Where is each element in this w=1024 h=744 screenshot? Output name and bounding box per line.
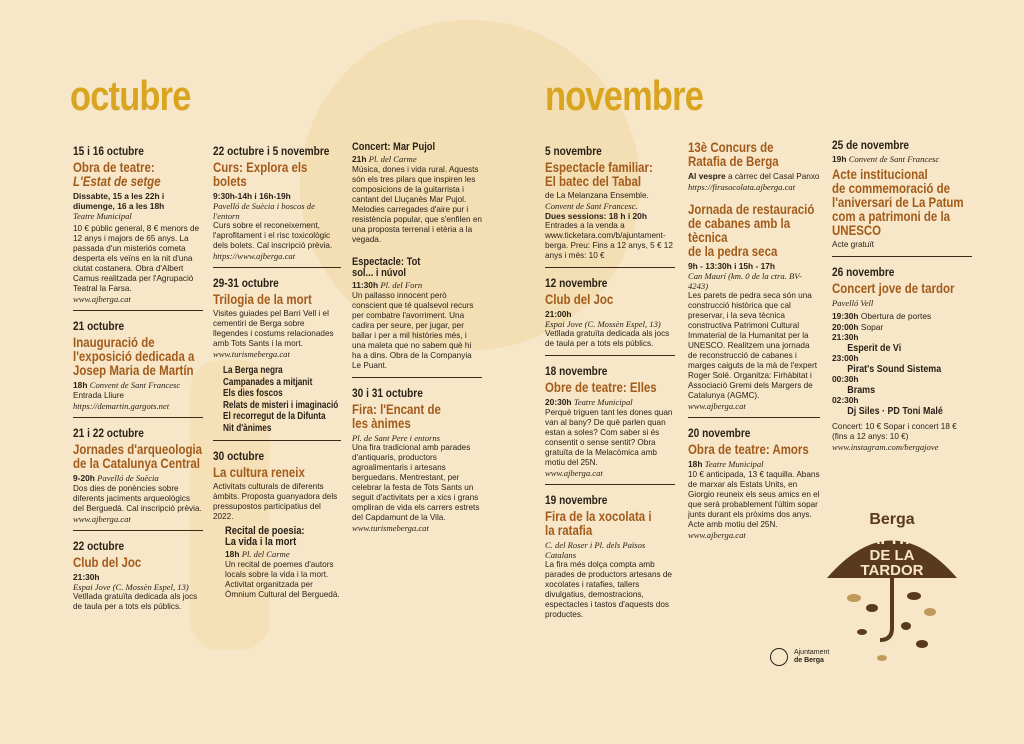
event-date: 21 i 22 octubre xyxy=(73,428,144,440)
event-place: Espai Jove (C. Mossèn Espel, 13) xyxy=(73,582,189,592)
event-description: Vetllada gratuïta dedicada als jocs de taula per a tots els públics. xyxy=(545,329,670,348)
event-time: 9h - 13:30h i 15h - 17h xyxy=(688,261,776,271)
event-cultura-reneix xyxy=(213,447,341,606)
programme-act: Brams xyxy=(847,383,876,396)
event-time: 18h xyxy=(688,459,703,469)
event-link[interactable]: https://demartin.gargots.net xyxy=(73,401,170,411)
event-place: Teatre Municipal xyxy=(73,211,132,221)
event-title: Obra de teatre: Amors xyxy=(688,441,809,457)
event-time: Al vespre xyxy=(688,171,726,181)
list-item: El recorregut de la Difunta xyxy=(223,411,326,422)
event-description: Una fira tradicional amb parades d'antiquaris, productors agroalimentaris i artesans berguedans. Mentrestant, per celebrar la festa de Tots Sants un seguit d'activitats per a xics i grans ompliran de vida els carrers estrets del Capdamunt de la Vila. xyxy=(352,443,480,522)
event-time: 11:30h xyxy=(352,280,379,290)
event-place: Pl. de Sant Pere i entorns xyxy=(352,433,440,443)
month-title-octubre: octubre xyxy=(70,72,191,119)
event-description: Activitats culturals de diferents àmbits. Proposta guanyadora dels pressupostos participatius del 2022. xyxy=(213,482,338,521)
event-encant-animes xyxy=(352,384,482,539)
event-place: Espai Jove (C. Mossèn Espel, 13) xyxy=(545,319,661,329)
event-description: Perquè triguen tant les dones quan van al bany? De què parlen quan estan a soles? Com saber si és consentit o sense sentit? Obra gratuïta de la Melacòmica amb motiu del 25N. xyxy=(545,408,673,467)
event-time: 20:30h xyxy=(545,397,572,407)
subevent-title: Recital de poesia: La vida i la mort xyxy=(225,525,305,548)
ajuntament-berga-logo xyxy=(770,648,829,666)
event-time: 9-20h xyxy=(73,473,95,483)
ajuntament-label: Ajuntament xyxy=(793,649,830,656)
programme-row: 21:30h xyxy=(832,332,859,342)
programme-act: Pirat's Sound Sistema xyxy=(847,362,942,375)
event-description: Un pallasso innocent però conscient que té qualsevol recurs per combatre l'avorriment. Una cadira per seure, per jugar, per ballar i per a mil històries més, i una maleta que no sabem què hi ha a dins. Obra de la Companyia Le Puant. xyxy=(352,291,474,370)
svg-text:DE LA: DE LA xyxy=(869,547,915,564)
column-3 xyxy=(352,136,482,545)
event-title: Inauguració de l'exposició dedicada a Josep Maria de Martín xyxy=(73,334,195,378)
event-place: Pl. del Forn xyxy=(380,280,423,290)
event-title: Obre de teatre: Elles xyxy=(545,379,657,395)
event-club-del-joc-nov xyxy=(545,274,675,356)
event-description: Música, dones i vida rural. Aquests són els tres pilars que inspiren les composicions de la guitarrista i cantant del Lluçanès Mar Pujol. Melodies carregades d'aire pur i resistència popular, que s'enfilen en una proposta terrenal i etèria a la vegada. xyxy=(352,165,482,244)
event-tot-sol-i-nuvol xyxy=(352,251,482,378)
town-label: de Berga xyxy=(793,657,824,664)
event-title: Club del Joc xyxy=(545,291,614,307)
event-description: de La Melanzana Ensemble. xyxy=(545,191,649,200)
event-description: a càrrec del Casal Panxo xyxy=(728,172,820,181)
event-date: 18 novembre xyxy=(545,366,608,378)
event-fira-xocolata xyxy=(545,491,675,626)
event-trilogia-mort xyxy=(213,274,341,441)
event-elles xyxy=(545,362,675,485)
programme-row: 19:30h Obertura de portes xyxy=(832,311,932,321)
event-date: 22 octubre xyxy=(73,541,125,553)
event-date: 30 i 31 octubre xyxy=(352,388,423,400)
event-link[interactable]: https://www.ajberga.cat xyxy=(213,251,296,261)
event-title: 13è Concurs de Ratafia de Berga xyxy=(688,139,779,169)
event-date: 15 i 16 octubre xyxy=(73,146,144,158)
concert-programme xyxy=(832,311,972,416)
event-time: Dissabte, 15 a les 22h i diumenge, 16 a les 18h xyxy=(73,191,165,211)
event-link[interactable]: www.instagram.com/bergajove xyxy=(832,442,939,452)
event-description: Entrada Lliure xyxy=(73,391,124,400)
event-concurs-ratafia xyxy=(688,136,820,198)
event-date: 20 novembre xyxy=(688,428,751,440)
column-1 xyxy=(73,142,203,624)
event-place: Pl. del Carme xyxy=(368,154,417,164)
programme-row: 00:30h xyxy=(832,374,859,384)
event-club-del-joc-oct xyxy=(73,537,203,618)
event-place: Convent de Sant Francesc. xyxy=(545,201,638,211)
event-description: Vetllada gratuïta dedicada als jocs de taula per a tots els públics. xyxy=(73,592,198,611)
event-time: Dues sessions: 18 h i 20h xyxy=(545,211,647,221)
event-date: 12 novembre xyxy=(545,278,608,290)
programme-row: 02:30h xyxy=(832,395,859,405)
event-link[interactable]: www.ajberga.cat xyxy=(73,514,131,524)
list-item: Relats de misteri i imaginació xyxy=(223,399,339,411)
svg-text:CAPITAL: CAPITAL xyxy=(855,529,929,548)
event-title: Concert jove de tardor xyxy=(832,280,955,296)
event-acte-patum xyxy=(832,136,972,257)
event-tickets: Entrades a la venda a www.ticketara.com/b/ajuntament-berga. Preu: Fins a 12 anys, 5 € 12 anys i més: 10 € xyxy=(545,221,673,260)
month-title-novembre: novembre xyxy=(545,72,704,119)
event-link[interactable]: www.turismeberga.cat xyxy=(352,523,429,533)
event-place: Pavelló Vell xyxy=(832,298,874,308)
event-description: Dos dies de ponències sobre diferents jaciments arqueològics del Berguedà. Cal inscripció prèvia. xyxy=(73,484,202,513)
event-date: 5 novembre xyxy=(545,146,602,158)
event-place: Pavelló de Suècia i boscos de l'entorn xyxy=(213,201,315,221)
event-date: 22 octubre i 5 novembre xyxy=(213,146,330,158)
event-date: 29-31 octubre xyxy=(213,278,279,290)
event-title: Fira: l'Encant de les ànimes xyxy=(352,401,441,431)
subevent-title: Concert: Mar Pujol xyxy=(352,141,436,153)
event-title: Jornada de restauració de cabanes amb la tècnica de la pedra seca xyxy=(688,201,815,259)
event-place: Can Maurí (km. 0 de la ctra. BV-4243) xyxy=(688,271,802,291)
berga-capital-tardor-logo xyxy=(822,508,962,668)
subevent-title: Espectacle: Tot sol... i núvol xyxy=(352,256,421,279)
column-5 xyxy=(688,136,820,552)
event-time: 18h xyxy=(225,549,240,559)
event-title: Jornades d'arqueologia de la Catalunya Central xyxy=(73,441,203,471)
event-place: C. del Roser i Pl. dels Països Catalans xyxy=(545,540,646,560)
event-title: Fira de la xocolata i la ratafia xyxy=(545,508,652,538)
event-description: Acte gratuït xyxy=(832,240,874,249)
event-time: 21h xyxy=(352,154,367,164)
event-time: 18h xyxy=(73,380,88,390)
event-title: La cultura reneix xyxy=(213,464,305,480)
event-title: Curs: Explora els bolets xyxy=(213,159,308,189)
svg-text:TARDOR: TARDOR xyxy=(860,562,924,579)
event-date: 21 octubre xyxy=(73,321,125,333)
event-batec-del-tabal xyxy=(545,142,675,268)
programme-act: Esperit de Vi xyxy=(847,341,902,354)
event-place: Pavelló de Suècia xyxy=(97,473,159,483)
list-item: La Berga negra xyxy=(223,365,283,376)
event-title: Obra de teatre: L'Estat de setge xyxy=(73,159,161,189)
event-description: Visites guiades pel Barri Vell i el cementiri de Berga sobre llegendes i costums relacionades amb Tots Sants i la mort. xyxy=(213,309,334,348)
event-title: Acte institucional de commemoració de l'aniversari de La Patum com a patrimoni de la UNESCO xyxy=(832,166,964,238)
event-description: La fira més dolça compta amb parades de productors artesans de xocolates i ratafies, tallers divulgatius, demostracions, espectacles i tastos d'aquests dos productes. xyxy=(545,560,672,619)
column-6 xyxy=(832,136,972,464)
event-pedra-seca xyxy=(688,198,820,418)
event-list xyxy=(223,365,341,434)
event-title: Club del Joc xyxy=(73,554,142,570)
event-place: Convent de Sant Francesc xyxy=(89,380,181,390)
event-estat-de-setge xyxy=(73,142,203,311)
event-description: 10 € anticipada, 13 € taquilla. Abans de marxar als Estats Units, en Giorgio reuneix els seus amics en el que serà probablement l'últim sopar junts durant els pròxims dos anys. Acte amb motiu del 25N. xyxy=(688,470,820,529)
event-link[interactable]: https://firasocolata.ajberga.cat xyxy=(688,182,796,192)
event-date: 25 de novembre xyxy=(832,140,910,152)
event-place: Teatre Municipal xyxy=(573,397,633,407)
event-link[interactable]: www.ajberga.cat xyxy=(688,401,746,411)
event-time: 19h xyxy=(832,154,847,164)
coat-of-arms-icon xyxy=(770,648,788,666)
event-link[interactable]: www.ajberga.cat xyxy=(545,468,603,478)
svg-text:Berga: Berga xyxy=(869,511,915,528)
column-2 xyxy=(213,142,341,612)
event-inauguracio-exposicio xyxy=(73,317,203,418)
event-description: Les parets de pedra seca són una construcció històrica que cal preservar, i la seva tècnica constructiva Patrimoni Cultural Immaterial de la Humanitat per la UNESCO. Realitzem una jornada de reconstrucció de cabanes i marges caiguts de la mà de l'expert Roger Solé. Organitza: Firhàbitat i Associació Gremi dels Margers de Catalunya (AGMC). xyxy=(688,291,817,400)
event-description: Curs sobre el reconeixement, l'aprofitament i el risc toxicològic dels bolets. Cal inscripció prèvia. xyxy=(213,221,333,250)
event-date: 30 octubre xyxy=(213,451,265,463)
event-amors xyxy=(688,424,820,546)
event-time: 21:30h xyxy=(73,572,100,582)
event-curs-bolets xyxy=(213,142,341,268)
umbrella-logo-icon xyxy=(822,508,962,668)
event-title: Trilogia de la mort xyxy=(213,291,312,307)
event-date: 26 novembre xyxy=(832,267,895,279)
event-price: Concert: 10 € Sopar i concert 18 € (fins a 12 anys: 10 €) xyxy=(832,422,957,441)
event-place: Pl. del Carme xyxy=(241,549,290,559)
programme-row: 20:00h Sopar xyxy=(832,321,884,332)
programme-row: 23:00h xyxy=(832,353,859,363)
event-description: 10 € públic general, 8 € menors de 12 anys i majors de 65 anys. La passada d'un misteriós cometa desperta els veïns en la nit d'una ciutat costanera. Obra d'Albert Camus realitzada per l'Agrupació Teatral la Farsa. xyxy=(73,224,200,293)
event-concert-mar-pujol xyxy=(352,136,482,251)
programme-act: Dj Siles · PD Toni Malé xyxy=(847,404,943,417)
list-item: Els dies foscos xyxy=(223,388,283,399)
event-link[interactable]: www.turismeberga.cat xyxy=(213,349,290,359)
event-jornades-arqueologia xyxy=(73,424,203,531)
event-place: Teatre Municipal xyxy=(704,459,764,469)
event-date: 19 novembre xyxy=(545,495,608,507)
event-time: 9:30h-14h i 16h-19h xyxy=(213,191,291,201)
column-4 xyxy=(545,142,675,632)
event-link[interactable]: www.ajberga.cat xyxy=(73,294,131,304)
event-time: 21:00h xyxy=(545,309,572,319)
event-place: Convent de Sant Francesc xyxy=(848,154,940,164)
event-description: Un recital de poemes d'autors locals sobre la vida i la mort. Activitat organitzada per Òmnium Cultural del Berguedà. xyxy=(225,560,340,599)
event-title: Espectacle familiar: El batec del Tabal xyxy=(545,159,653,189)
event-concert-jove xyxy=(832,263,972,458)
list-item: Nit d'ànimes xyxy=(223,422,272,434)
event-link[interactable]: www.ajberga.cat xyxy=(688,530,746,540)
list-item: Campanades a mitjanit xyxy=(223,376,313,388)
